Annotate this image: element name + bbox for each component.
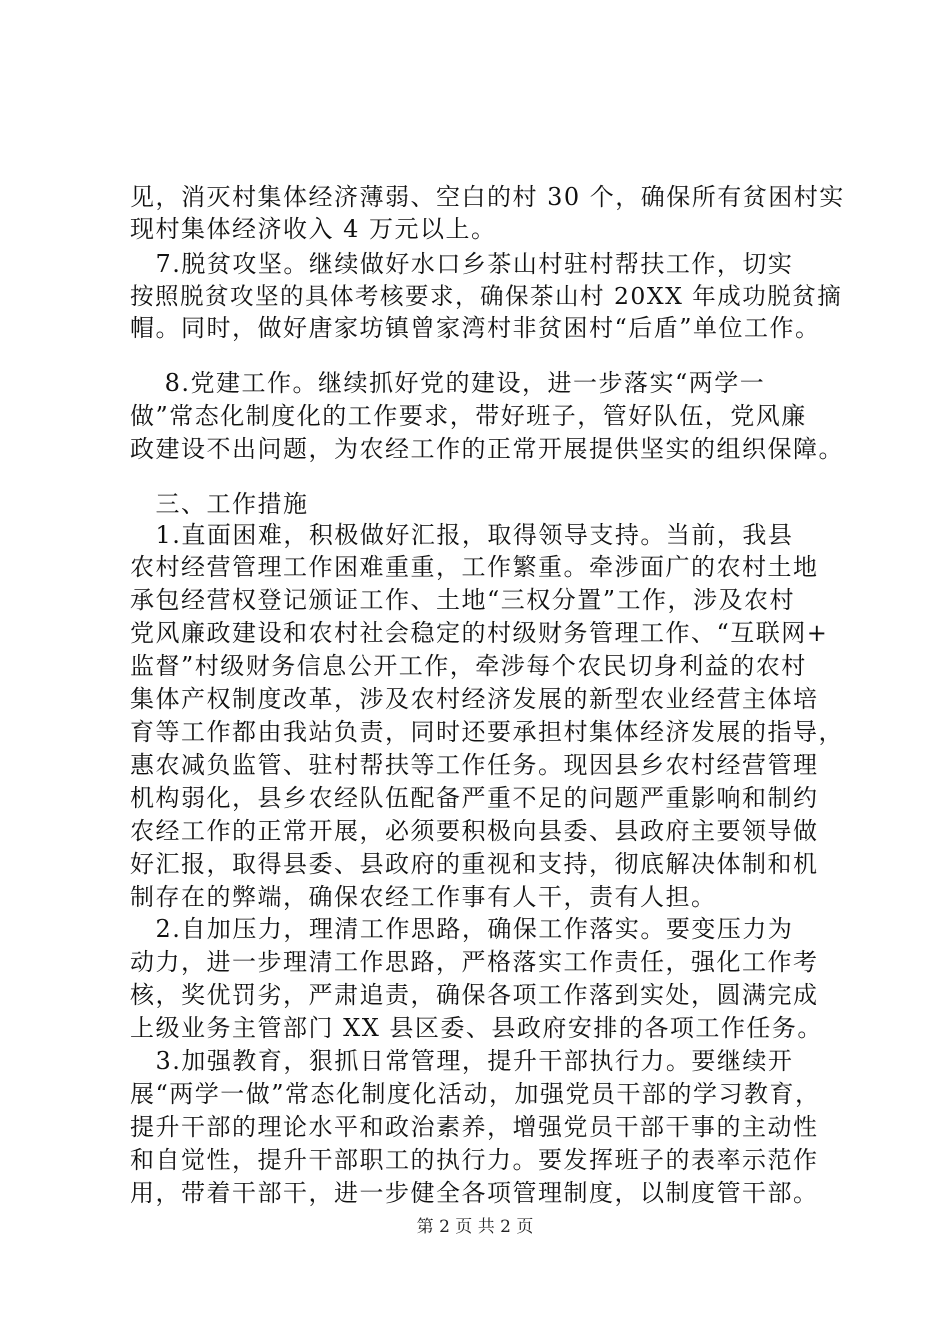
body-line-24: 2.自加压力，理清工作思路，确保工作落实。要变压力为: [130, 915, 794, 943]
body-line-7: 8.党建工作。继续抓好党的建设，进一步落实“两学一: [130, 369, 766, 397]
body-line-3: 7.脱贫攻坚。继续做好水口乡茶山村驻村帮扶工作，切实: [130, 250, 794, 278]
section-heading: 三、工作措施: [130, 490, 309, 518]
body-line-5: 帽。同时，做好唐家坊镇曾家湾村非贫困村“后盾”单位工作。: [130, 314, 821, 342]
body-line-25: 动力，进一步理清工作思路，严格落实工作责任，强化工作考: [130, 948, 819, 976]
body-line-28: 3.加强教育，狠抓日常管理，提升干部执行力。要继续开: [130, 1047, 794, 1075]
page-footer: 第 2 页 共 2 页: [416, 1217, 534, 1237]
body-line-16: 监督”村级财务信息公开工作，牵涉每个农民切身利益的农村: [130, 652, 807, 680]
body-line-31: 和自觉性，提升干部职工的执行力。要发挥班子的表率示范作: [130, 1146, 819, 1174]
body-line-23: 制存在的弊端，确保农经工作事有人干，责有人担。: [130, 883, 717, 911]
body-line-9: 政建设不出问题，为农经工作的正常开展提供坚实的组织保障。: [130, 435, 844, 463]
body-line-30: 提升干部的理论水平和政治素养，增强党员干部干事的主动性: [130, 1113, 819, 1141]
body-line-26: 核，奖优罚劣，严肃追责，确保各项工作落到实处，圆满完成: [130, 981, 819, 1009]
body-line-22: 好汇报，取得县委、县政府的重视和支持，彻底解决体制和机: [130, 850, 819, 878]
body-line-1: 见，消灭村集体经济薄弱、空白的村 30 个，确保所有贫困村实: [130, 183, 845, 211]
body-line-2: 现村集体经济收入 4 万元以上。: [130, 215, 497, 243]
body-line-14: 承包经营权登记颁证工作、土地“三权分置”工作，涉及农村: [130, 586, 796, 614]
body-line-4: 按照脱贫攻坚的具体考核要求，确保茶山村 20XX 年成功脱贫摘: [130, 282, 843, 310]
body-line-8: 做”常态化制度化的工作要求，带好班子，管好队伍，党风廉: [130, 402, 807, 430]
body-line-20: 机构弱化，县乡农经队伍配备严重不足的问题严重影响和制约: [130, 784, 819, 812]
body-line-18: 育等工作都由我站负责，同时还要承担村集体经济发展的指导，: [130, 718, 844, 746]
body-line-21: 农经工作的正常开展，必须要积极向县委、县政府主要领导做: [130, 817, 819, 845]
body-line-19: 惠农减负监管、驻村帮扶等工作任务。现因县乡农村经营管理: [130, 751, 819, 779]
body-line-15: 党风廉政建设和农村社会稳定的村级财务管理工作、“互联网+: [130, 619, 829, 647]
body-line-17: 集体产权制度改革，涉及农村经济发展的新型农业经营主体培: [130, 685, 819, 713]
body-line-32: 用，带着干部干，进一步健全各项管理制度，以制度管干部。: [130, 1179, 819, 1207]
body-line-27: 上级业务主管部门 XX 县区委、县政府安排的各项工作任务。: [130, 1014, 823, 1042]
body-line-13: 农村经营管理工作困难重重，工作繁重。牵涉面广的农村土地: [130, 553, 819, 581]
body-line-29: 展“两学一做”常态化制度化活动，加强党员干部的学习教育，: [130, 1080, 821, 1108]
body-line-12: 1.直面困难，积极做好汇报，取得领导支持。当前，我县: [130, 521, 794, 549]
